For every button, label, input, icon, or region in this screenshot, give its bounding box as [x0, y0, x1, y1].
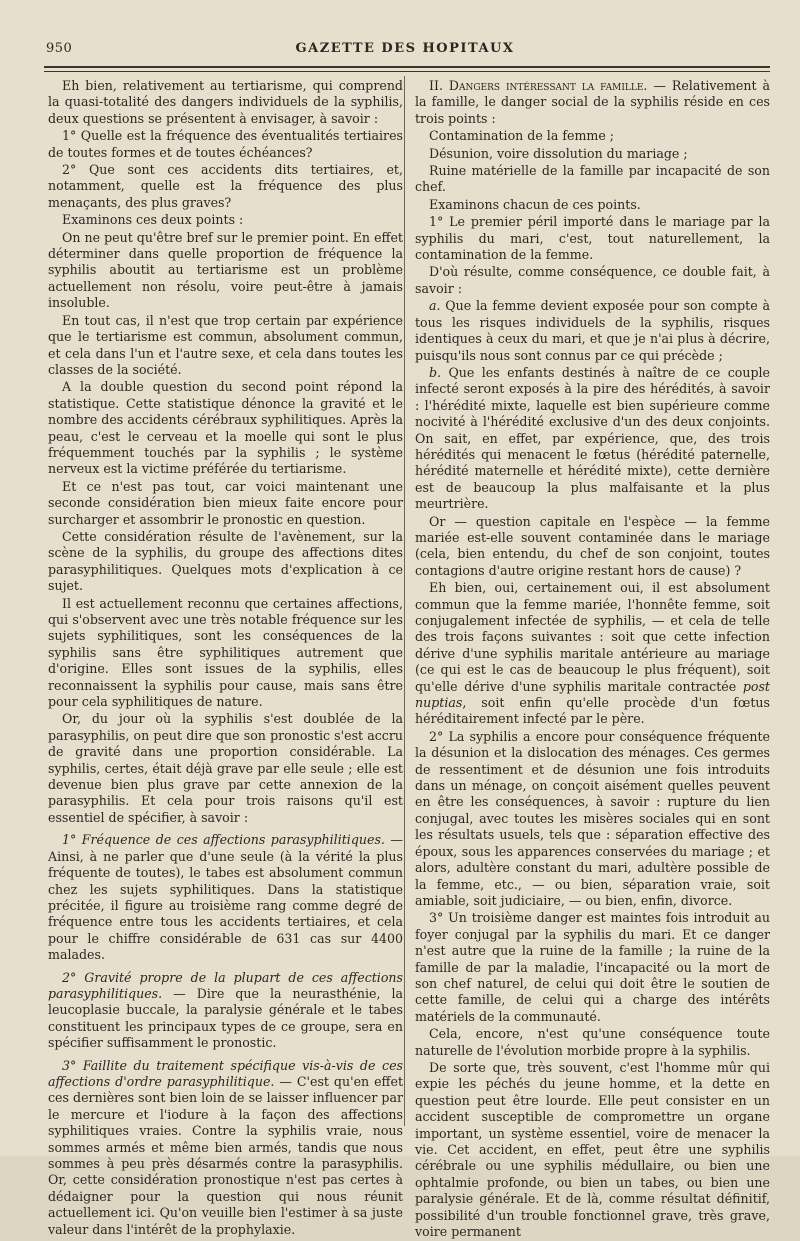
paragraph: 2° Que sont ces accidents dits tertiaires, et, notamment, quelle est la fréquence des plus menaçants, des plus graves?	[48, 162, 403, 210]
paragraph: Et ce n'est pas tout, car voici maintenant une seconde considération bien mieux faite encore pour surcharger et assombrir le pronostic en question.	[48, 478, 403, 527]
paragraph: De sorte que, très souvent, c'est l'homme mûr qui expie les péchés du jeune homme, et la dette en question peut être lourde. Elle peut consister en un accident susceptible de compromettre un organe important, un système essentiel, voire de menacer la vie. Cet accident, en effet, peut être une syphilis cérébrale ou une syphilis médullaire, ou bien une ophtalmie profonde, ou bien un tabes, ou bien une paralysie générale. Et de là, comme résultat définitif, possibilité d'un trouble fonctionnel grave, très grave, voire permanent	[415, 1059, 770, 1240]
paragraph: 1° Le premier péril importé dans le mariage par la syphilis du mari, c'est, tout naturellement, la contamination de la femme.	[415, 214, 770, 263]
paragraph: En tout cas, il n'est que trop certain par expérience que le tertiarisme est commun, absolument commun, et cela dans l'un et l'autre sexe, et cela dans toutes les classes de la société.	[48, 312, 403, 377]
subheading: 2° Gravité propre de la plupart de ces affections parasyphilitiques.	[48, 969, 403, 1001]
header-rule-thin	[44, 71, 770, 72]
subheading: 3° Faillite du traitement spécifique vis-à-vis de ces affections d'ordre parasyphilitique.	[48, 1057, 403, 1089]
paragraph: 1° Quelle est la fréquence des éventualités tertiaires de toutes formes et de toutes échéances?	[48, 128, 403, 160]
header-rule-thick	[44, 66, 770, 68]
list-item: Contamination de la femme ;	[429, 128, 615, 144]
paragraph: Or, du jour où la syphilis s'est doublée de la parasyphilis, on peut dire que son pronostic s'est accru de gravité dans une proportion considérable. La syphilis, certes, était déjà grave par elle seule ; elle est devenue bien plus grave par cette annexion de la parasyphilis. Et cela pour trois raisons qu'il est essentiel de spécifier, à savoir :	[48, 711, 403, 825]
latin-phrase: post nuptias	[415, 678, 770, 711]
left-column	[48, 78, 403, 1239]
paragraph-body: — C'est qu'en effet ces dernières sont bien loin de se laisser influencer par le mercure et l'iodure à la façon des affections syphilitiques vraies. Contre la syphilis vraie, nous sommes armés et même bien armés, tandis que nous sommes à peu près désarmés contre la parasyphilis. Or, cette considération pronostique n'est pas certes à dédaigner pour la question qui nous réunit actuellement ici. Qu'on veuille bien l'estimer à sa juste valeur dans l'intérêt de la prophylaxie.	[48, 1073, 404, 1237]
paragraph-body: Eh bien, oui, certainement oui, il est absolument commun que la femme mariée, l'honnête femme, soit conjugalement infectée de syphilis, — et cela de telle des trois façons suivantes : soit que cette infection dérive d'une syphilis maritale antérieure au mariage (ce qui est le cas de beaucoup le plus fréquent), soit qu'elle dérive d'une syphilis maritale contractée	[415, 580, 770, 694]
list-item: Examinons chacun de ces points.	[429, 196, 641, 212]
page-header	[40, 38, 770, 64]
list-item: Désunion, voire dissolution du mariage ;	[429, 145, 688, 161]
section-heading: II. Dangers intéressant la famille.	[429, 78, 648, 93]
paragraph: Cette considération résulte de l'avènement, sur la scène de la syphilis, du groupe des affections dites parasyphilitiques. Quelques mots d'explication à ce sujet.	[48, 528, 403, 594]
running-title: GAZETTE DES HOPITAUX	[295, 41, 515, 56]
paragraph-frequency	[48, 832, 403, 963]
paragraph: On ne peut qu'être bref sur le premier point. En effet déterminer dans quelle proportion de fréquence la syphilis aboutit au tertiarisme est un problème actuellement non résolu, voire peut-être à jamais insoluble.	[48, 229, 403, 311]
paragraph: 2° La syphilis a encore pour conséquence fréquente la désunion et la dislocation des ménages. Ces germes de ressentiment et de désunion une fois introduits dans un ménage, on conçoit aisément quelles peuvent en être les conséquences, à savoir : rupture du lien conjugal, avec toutes les misères sociales qui en sont les résultats usuels, tels que : séparation effective des époux, sous les apparences conservées du mariage ; et alors, adultère constant du mari, adultère possible de la femme, etc., — ou bien, séparation vraie, soit amiable, soit judiciaire, — ou bien, enfin, divorce.	[415, 728, 770, 908]
paragraph: Il est actuellement reconnu que certaines affections, qui s'observent avec une très notable fréquence sur les sujets syphilitiques, sont les conséquences de la syphilis sans être syphilitiques autrement que d'origine. Elles sont issues de la syphilis, elles reconnaissent la syphilis pour cause, mais sans être pour cela syphilitiques de nature.	[48, 595, 403, 710]
paragraph-body: — Ainsi, à ne parler que d'une seule (à la vérité la plus fréquente de toutes), le tabes est absolument commun chez les sujets syphilitiques. Dans la statistique précitée, il figure au troisième rang comme degré de fréquence entre tous les accidents tertiaires, et cela pour le chiffre considérable de 631 cas sur 4400 malades.	[48, 832, 403, 963]
paragraph: Cela, encore, n'est qu'une conséquence toute naturelle de l'évolution morbide propre à la syphilis.	[415, 1026, 770, 1058]
paragraph-body: Que la femme devient exposée pour son compte à tous les risques individuels de la syphilis, risques identiques à ceux du mari, et que je n'ai plus à décrire, puisqu'ils nous sont connus par ce qui précède ;	[415, 298, 770, 363]
paragraph-a	[415, 298, 770, 364]
subheading: 1° Fréquence de ces affections parasyphilitiques.	[62, 832, 385, 848]
paragraph-body: — Relativement à la famille, le danger social de la syphilis réside en ces trois points :	[415, 78, 770, 126]
paragraph: 3° Un troisième danger est maintes fois introduit au foyer conjugal par la syphilis du mari. Et ce danger n'est autre que la ruine de la famille ; la ruine de la famille de par la maladie, l'incapacité ou la mort de son chef naturel, de celui qui doit être le soutien de cette famille, de celui qui a charge des intérêts matériels de la communauté.	[415, 910, 770, 1024]
paragraph-conjugal	[415, 580, 770, 728]
paragraph: Or — question capitale en l'espèce — la femme mariée est-elle souvent contaminée dans le mariage (cela, bien entendu, du chef de son conjoint, toutes contagions d'autre origine restant hors de cause) ?	[415, 513, 770, 578]
right-column	[415, 78, 770, 1241]
paragraph-gravity	[48, 970, 403, 1052]
paragraph: Eh bien, relativement au tertiarisme, qui comprend la quasi-totalité des dangers individuels de la syphilis, deux questions se présentent à envisager, à savoir :	[48, 78, 403, 126]
paragraph-section-2	[415, 78, 770, 127]
paragraph-body: — Dire que la neurasthénie, la leucoplasie buccale, la paralysie générale et le tabes constituent les principaux types de ce groupe, sera en spécifier suffisamment le pronostic.	[48, 985, 403, 1051]
paragraph-body: Que les enfants destinés à naître de ce couple infecté seront exposés à la pire des hérédités, à savoir : l'hérédité mixte, laquelle est bien supérieure comme nocivité à l'hérédité exclusive d'un des deux conjoints. On sait, en effet, par expérience, que, des trois hérédités qui menacent le fœtus (hérédité paternelle, hérédité maternelle et hérédité mixte), cette dernière est de beaucoup la plus malfaisante et la plus meurtrière.	[415, 364, 770, 512]
page-number: 950	[46, 41, 73, 56]
item-letter: b.	[429, 364, 442, 380]
paragraph-treatment	[48, 1058, 403, 1238]
paragraph: Examinons ces deux points :	[62, 212, 244, 228]
paragraph: D'où résulte, comme conséquence, ce double fait, à savoir :	[415, 264, 770, 296]
item-letter: a.	[429, 298, 441, 314]
list-item: Ruine matérielle de la famille par incapacité de son chef.	[415, 163, 770, 195]
paragraph-body: , soit enfin qu'elle procède d'un fœtus héréditairement infecté par le père.	[415, 695, 770, 727]
paragraph: A la double question du second point répond la statistique. Cette statistique dénonce la gravité et le nombre des accidents cérébraux syphilitiques. Après la peau, c'est le cerveau et la moelle qui sont le plus fréquemment touchés par la syphilis ; le système nerveux est la victime préférée du tertiarisme.	[48, 379, 403, 477]
column-divider	[404, 76, 405, 1126]
paragraph-b	[415, 365, 770, 513]
